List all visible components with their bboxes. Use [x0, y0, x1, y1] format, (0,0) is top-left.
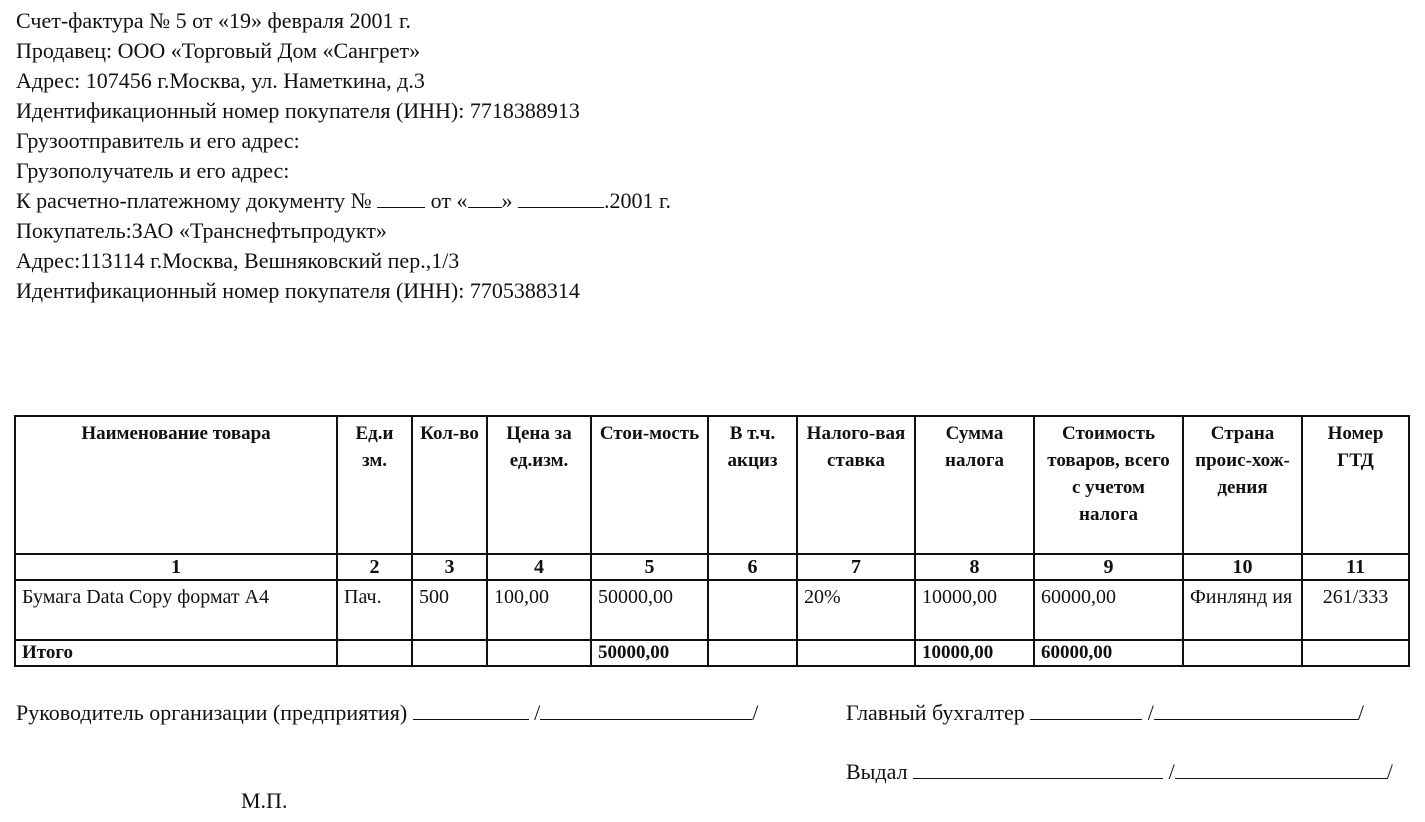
header-cell: Наименование товара	[15, 416, 337, 554]
director-name-blank	[540, 701, 752, 720]
payment-year: .2001 г.	[604, 188, 672, 213]
invoice-header	[16, 6, 671, 306]
column-number: 5	[591, 554, 708, 580]
header-cell: Цена за ед.изм.	[487, 416, 591, 554]
director-label: Руководитель организации (предприятия)	[16, 700, 408, 725]
column-number: 9	[1034, 554, 1183, 580]
column-number: 3	[412, 554, 487, 580]
total-label: Итого	[15, 640, 337, 666]
total-tax: 10000,00	[915, 640, 1034, 666]
item-gtd-number: 261/333	[1302, 580, 1409, 640]
item-tax-rate: 20%	[797, 580, 915, 640]
table-header-row	[15, 416, 1409, 554]
item-total-with-tax: 60000,00	[1034, 580, 1183, 640]
buyer-inn: Идентификационный номер покупателя (ИНН): 7705388314	[16, 278, 580, 303]
header-cell: Налого-вая ставка	[797, 416, 915, 554]
header-cell: Ед.и зм.	[337, 416, 412, 554]
total-row	[15, 640, 1409, 666]
column-number: 11	[1302, 554, 1409, 580]
stamp-place: М.П.	[241, 788, 288, 813]
shipper-line: Грузоотправитель и его адрес:	[16, 128, 300, 153]
item-unit: Пач.	[337, 580, 412, 640]
signature-slash: /	[1168, 759, 1175, 784]
header-cell: Стоимость товаров, всего с учетом налога	[1034, 416, 1183, 554]
invoice-title: Счет-фактура № 5 от «19» февраля 2001 г.	[16, 8, 411, 33]
accountant-label: Главный бухгалтер	[846, 700, 1025, 725]
issued-name-blank	[1175, 760, 1387, 779]
signature-slash: /	[534, 700, 541, 725]
column-number: 6	[708, 554, 797, 580]
total-cell	[412, 640, 487, 666]
seller-inn: Идентификационный номер покупателя (ИНН): 7718388913	[16, 98, 580, 123]
total-cell	[337, 640, 412, 666]
signature-slash: /	[1386, 759, 1393, 784]
total-cost: 50000,00	[591, 640, 708, 666]
issued-label: Выдал	[846, 759, 908, 784]
item-country: Финлянд ия	[1183, 580, 1302, 640]
header-cell: Кол-во	[412, 416, 487, 554]
item-price: 100,00	[487, 580, 591, 640]
seller-line: Продавец: ООО «Торговый Дом «Сангрет»	[16, 38, 421, 63]
payment-document-label: К расчетно-платежному документу №	[16, 188, 372, 213]
invoice-table	[14, 415, 1410, 667]
buyer-address: Адрес:113114 г.Москва, Вешняковский пер.,1/3	[16, 248, 460, 273]
total-with-tax: 60000,00	[1034, 640, 1183, 666]
item-excise	[708, 580, 797, 640]
total-cell	[1302, 640, 1409, 666]
accountant-name-blank	[1154, 701, 1358, 720]
seller-address: Адрес: 107456 г.Москва, ул. Наметкина, д.3	[16, 68, 425, 93]
signature-slash: /	[1147, 700, 1154, 725]
consignee-line: Грузополучатель и его адрес:	[16, 158, 290, 183]
header-cell: Страна проис-хож-дения	[1183, 416, 1302, 554]
issued-signature-line	[846, 759, 1393, 785]
payment-day-blank	[468, 189, 502, 208]
total-cell	[487, 640, 591, 666]
column-number: 1	[15, 554, 337, 580]
column-number: 8	[915, 554, 1034, 580]
payment-quote: »	[501, 188, 513, 213]
item-name: Бумага Data Copy формат А4	[15, 580, 337, 640]
column-number: 10	[1183, 554, 1302, 580]
column-number: 7	[797, 554, 915, 580]
item-quantity: 500	[412, 580, 487, 640]
column-number-row	[15, 554, 1409, 580]
buyer-line: Покупатель:ЗАО «Транснефтьпродукт»	[16, 218, 387, 243]
total-cell	[797, 640, 915, 666]
payment-from-label: от «	[430, 188, 468, 213]
header-cell: В т.ч. акциз	[708, 416, 797, 554]
payment-month-blank	[518, 189, 604, 208]
item-cost: 50000,00	[591, 580, 708, 640]
payment-number-blank	[377, 189, 425, 208]
accountant-signature-line	[846, 700, 1364, 726]
total-cell	[1183, 640, 1302, 666]
header-cell: Стои-мость	[591, 416, 708, 554]
director-signature-blank	[413, 701, 529, 720]
signature-slash: /	[1357, 700, 1364, 725]
header-cell: Сумма налога	[915, 416, 1034, 554]
director-signature-line	[16, 700, 758, 726]
column-number: 2	[337, 554, 412, 580]
issued-signature-blank	[913, 760, 1163, 779]
column-number: 4	[487, 554, 591, 580]
payment-document-line	[16, 186, 671, 216]
total-cell	[708, 640, 797, 666]
table-row	[15, 580, 1409, 640]
item-tax-amount: 10000,00	[915, 580, 1034, 640]
header-cell: Номер ГТД	[1302, 416, 1409, 554]
signature-slash: /	[752, 700, 759, 725]
accountant-signature-blank	[1030, 701, 1142, 720]
